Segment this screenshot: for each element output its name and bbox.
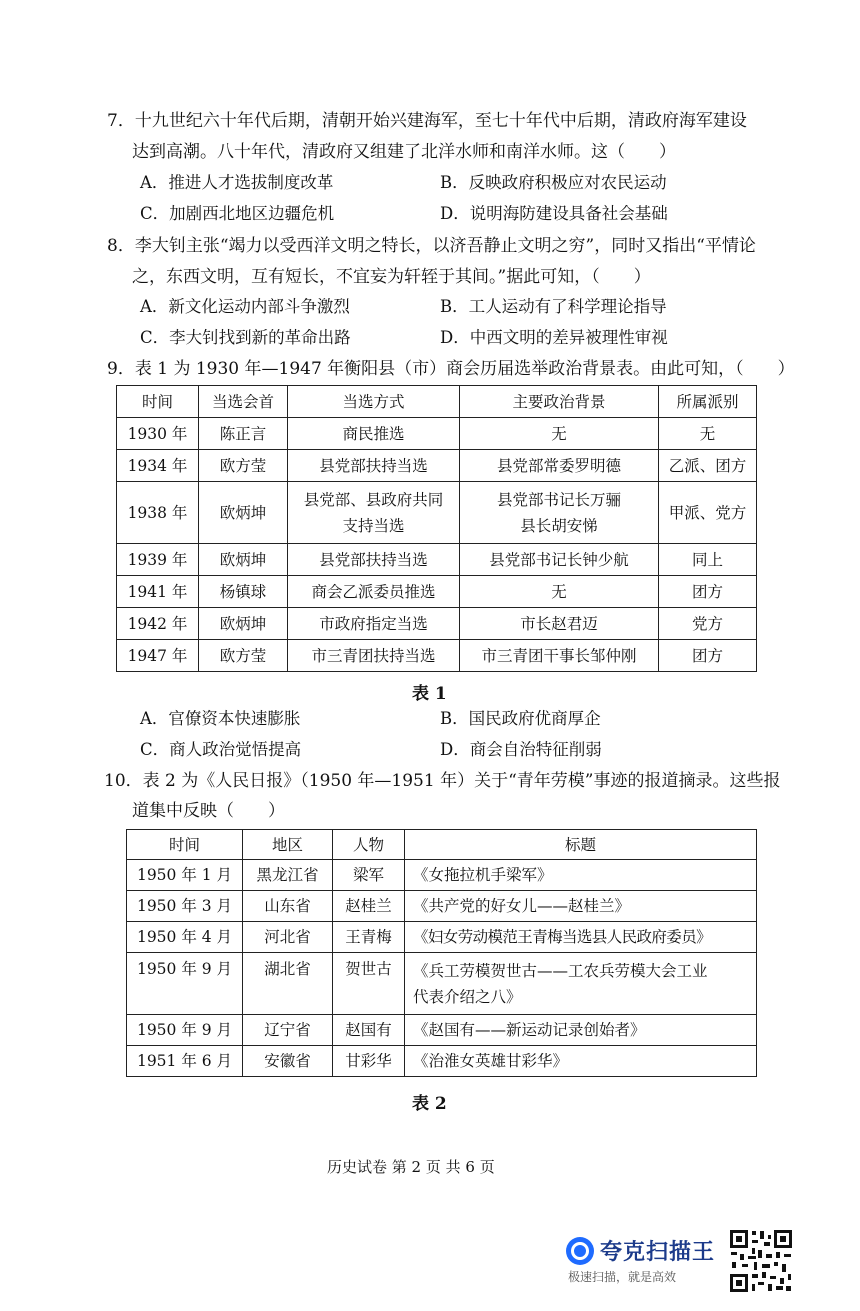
q8-option-b: B．工人运动有了科学理论指导 [440,297,667,316]
table-2-caption: 表 2 [412,1094,447,1114]
table-cell: 1941 年 [117,576,199,608]
table-cell: 市三青团干事长邹仲刚 [460,640,659,672]
table-cell: 党方 [659,608,757,640]
table-cell: 安徽省 [243,1046,333,1077]
table-cell: 1938 年 [117,482,199,544]
q9-option-a: A．官僚资本快速膨胀 [140,709,301,728]
q9-option-b: B．国民政府优商厚企 [440,709,601,728]
table-cell: 乙派、团方 [659,450,757,482]
q9-stem: 9．表 1 为 1930 年—1947 年衡阳县（市）商会历届选举政治背景表。由此可知，（ ） [107,359,795,379]
q8-option-a: A．新文化运动内部斗争激烈 [140,297,350,316]
page-footer: 历史试卷 第 2 页 共 6 页 [327,1158,495,1176]
table-cell: 《妇女劳动模范王青梅当选县人民政府委员》 [405,922,757,953]
table-row [117,482,757,544]
table-cell: 商会乙派委员推选 [288,576,460,608]
table-cell: 《共产党的好女儿——赵桂兰》 [405,891,757,922]
table-cell: 《赵国有——新运动记录创始者》 [405,1015,757,1046]
table-cell: 欧炳坤 [199,482,288,544]
table-cell: 梁军 [333,860,405,891]
table-row [117,640,757,672]
table-cell: 陈正言 [199,418,288,450]
table-row [127,953,757,1015]
q9-option-c: C．商人政治觉悟提高 [140,740,302,759]
q8-stem-line1: 8．李大钊主张“竭力以受西洋文明之特长，以济吾静止文明之穷”，同时又指出“平情论 [107,236,756,256]
cell-line: 县党部、县政府共同 [303,490,444,509]
table-cell: 县党部扶持当选 [288,450,460,482]
cell-line: 县长胡安悌 [520,516,598,535]
table-cell: 1950 年 9 月 [127,953,243,1015]
q9-option-d: D．商会自治特征削弱 [440,740,602,759]
table-row [117,608,757,640]
table-cell: 1950 年 4 月 [127,922,243,953]
q7-option-c: C．加剧西北地区边疆危机 [140,204,335,223]
table-cell: 杨镇球 [199,576,288,608]
table-2 [126,829,757,1077]
table-cell [460,482,659,544]
cell-line: 支持当选 [342,516,405,535]
table-1 [116,385,757,672]
q7-option-d: D．说明海防建设具备社会基础 [440,204,668,223]
table-cell: 1942 年 [117,608,199,640]
table-1-caption: 表 1 [412,684,447,704]
table-2-header: 时间 [127,830,243,860]
table-1-header-row [117,386,757,418]
scanner-watermark [566,1235,716,1290]
table-cell: 王青梅 [333,922,405,953]
table-cell: 欧方莹 [199,640,288,672]
q8-option-c: C．李大钊找到新的革命出路 [140,328,351,347]
table-cell: 无 [460,576,659,608]
table-cell: 团方 [659,576,757,608]
cell-line: 县党部书记长万骊 [496,490,621,509]
table-row [127,891,757,922]
table-2-header: 标题 [405,830,757,860]
table-2-header: 人物 [333,830,405,860]
table-row [127,922,757,953]
table-cell: 赵国有 [333,1015,405,1046]
table-row [117,544,757,576]
table-1-header: 时间 [117,386,199,418]
table-row [117,576,757,608]
table-cell: 黑龙江省 [243,860,333,891]
q10-stem-line2: 道集中反映（ ） [132,801,285,821]
table-cell: 《治淮女英雄甘彩华》 [405,1046,757,1077]
table-cell: 市长赵君迈 [460,608,659,640]
table-cell: 辽宁省 [243,1015,333,1046]
q8-stem-line2: 之，东西文明，互有短长，不宜妄为轩轾于其间。”据此可知，（ ） [132,267,651,287]
table-cell: 贺世古 [333,953,405,1015]
watermark-brand: 夸克扫描王 [600,1240,716,1265]
table-2-header: 地区 [243,830,333,860]
table-1-header: 当选方式 [288,386,460,418]
table-cell: 1930 年 [117,418,199,450]
table-cell: 湖北省 [243,953,333,1015]
table-cell: 县党部书记长钟少航 [460,544,659,576]
table-cell: 1951 年 6 月 [127,1046,243,1077]
table-row [117,418,757,450]
table-cell: 《女拖拉机手梁军》 [405,860,757,891]
table-1-header: 主要政治背景 [460,386,659,418]
table-row [127,1046,757,1077]
table-row [127,1015,757,1046]
q8-option-d: D．中西文明的差异被理性审视 [440,328,668,347]
table-cell: 河北省 [243,922,333,953]
table-cell: 欧炳坤 [199,544,288,576]
table-cell: 市三青团扶持当选 [288,640,460,672]
table-cell: 1950 年 1 月 [127,860,243,891]
table-cell: 甲派、党方 [659,482,757,544]
table-cell: 1934 年 [117,450,199,482]
q7-option-b: B．反映政府积极应对农民运动 [440,173,667,192]
table-cell: 欧炳坤 [199,608,288,640]
table-cell [405,953,757,1015]
table-cell [288,482,460,544]
table-cell: 1947 年 [117,640,199,672]
table-cell: 县党部常委罗明德 [460,450,659,482]
table-cell: 无 [659,418,757,450]
table-row [127,860,757,891]
table-cell: 县党部扶持当选 [288,544,460,576]
table-cell: 市政府指定当选 [288,608,460,640]
q10-stem-line1: 10．表 2 为《人民日报》（1950 年—1951 年）关于“青年劳模”事迹的报道摘录。这些报 [104,771,781,791]
table-cell: 甘彩华 [333,1046,405,1077]
table-cell: 1939 年 [117,544,199,576]
table-cell: 山东省 [243,891,333,922]
cell-line: 《兵工劳模贺世古——工农兵劳模大会工业 [413,961,708,980]
table-1-header: 所属派别 [659,386,757,418]
q7-option-a: A．推进人才选拔制度改革 [140,173,334,192]
watermark-slogan: 极速扫描，就是高效 [568,1270,677,1284]
table-1-header: 当选会首 [199,386,288,418]
cell-line: 代表介绍之八》 [413,987,522,1006]
table-cell: 同上 [659,544,757,576]
table-cell: 团方 [659,640,757,672]
table-cell: 1950 年 3 月 [127,891,243,922]
table-row [117,450,757,482]
q7-stem-line2: 达到高潮。八十年代，清政府又组建了北洋水师和南洋水师。这（ ） [132,142,676,162]
table-cell: 商民推选 [288,418,460,450]
table-cell: 欧方莹 [199,450,288,482]
q7-stem-line1: 7．十九世纪六十年代后期，清朝开始兴建海军，至七十年代中后期，清政府海军建设 [107,111,747,131]
table-cell: 赵桂兰 [333,891,405,922]
table-2-header-row [127,830,757,860]
table-cell: 1950 年 9 月 [127,1015,243,1046]
qr-code-icon [728,1228,794,1294]
table-cell: 无 [460,418,659,450]
quark-logo-icon [566,1237,594,1265]
